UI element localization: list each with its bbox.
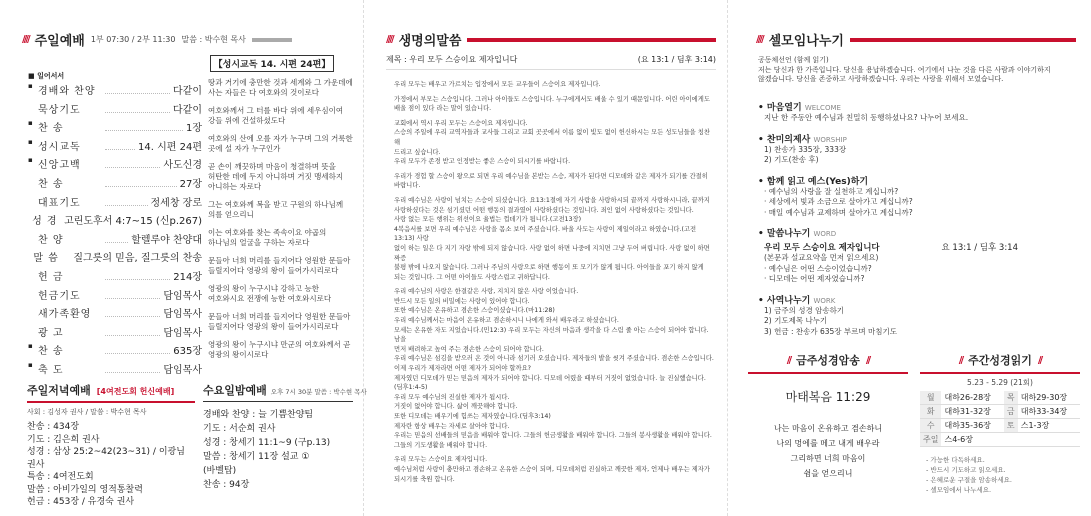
order-leader [105, 119, 183, 131]
order-label: 광 고 [38, 327, 64, 339]
order-value: 질그릇의 믿음, 질그릇의 찬송 [73, 253, 202, 265]
preacher: 말씀 : 박수현 목사 [181, 35, 246, 44]
verse-line: 강들 위에 건설하셨도다 [208, 116, 286, 125]
reading-passage: 대하29-30장 [1018, 391, 1080, 405]
cell-block-title [758, 293, 1078, 306]
order-value: 정세창 장로 [150, 197, 202, 209]
reading-note: - 가능한 다독하세요. [926, 456, 985, 464]
sermon-paragraph [394, 287, 714, 450]
cell-block-heading: • 찬미의제사 [758, 134, 811, 145]
cell-block-title [758, 226, 1078, 239]
order-value: 담임목사 [163, 309, 202, 321]
order-label: 찬 송 [38, 123, 64, 135]
order-bullet: ▪ [28, 119, 33, 128]
cell-block-heading: • 말씀나누기 [758, 229, 811, 239]
verse-line: 문들아 너희 머리를 들지어다 영원한 문들아 [208, 312, 351, 321]
order-leader [105, 175, 177, 187]
order-leader [105, 82, 170, 94]
cell-line: 3) 헌금 : 찬송가 635장 부르며 마침기도 [764, 326, 898, 336]
bible-reading-box: // 주간성경읽기 // 5.23 - 5.29 (21회) 월 대하26-28장 목 대하29-30장 화 대하31-32장 금 대하33-34장 수 대하35-36장 토 스1-3장 주일 스4-6장 - 가능한 다독하세요. - 반드시 기도하고 읽으세요. - 은혜로운 구절을 암송하세요. - 셀모임에서 나누세요. [920, 352, 1080, 495]
cell-block-word [758, 226, 1078, 285]
word-ref: 요 13:1 / 딤후 3:14 [941, 243, 1018, 253]
order-leader [105, 194, 148, 206]
sermon-paragraph [394, 455, 714, 484]
order-value: 다같이 [173, 86, 202, 97]
order-label: 묵상기도 [38, 104, 81, 116]
sermon-paragraph [394, 172, 714, 191]
order-bullet: ▪ [28, 342, 33, 351]
sermon-line: 제자란 항상 배우는 자세로 살아야 합니다. [394, 422, 510, 430]
order-row [28, 249, 202, 264]
order-row [28, 101, 202, 116]
evening-title: 주일저녁예배 [27, 384, 91, 397]
cell-block-heading: • 사역나누기 [758, 295, 811, 306]
wednesday-line: 경배와 찬양 : 늘 기쁨찬양팀 [203, 410, 314, 420]
cell-word-main [758, 241, 1078, 253]
reading-note: - 셀모임에서 나누세요. [926, 486, 992, 494]
verse-line: 문들아 너희 머리를 들지어다 영원한 문들아 [208, 256, 351, 265]
order-row [28, 361, 202, 376]
cell-block-sub: WORSHIP [813, 135, 847, 144]
sermon-line: 모세는 온유한 자도 지었습니다.(민12:3) 우리 모두는 자신의 마음과 생각을 다 스림 줄 아는 스승이 되어야 합니다. 남을 [394, 326, 709, 344]
sermon-line: 우리 예수님은 섬김을 받으러 온 것이 아니라 섬기러 오셨습니다. 제자들의 발을 씻겨 주셨습니다. 겸손한 스승입니다. [394, 355, 714, 363]
order-row [28, 231, 202, 246]
sermon-line: 반드시 모든 일의 비밀에는 사랑이 있어야 합니다. [394, 297, 530, 305]
order-value: 할렐루야 찬양대 [131, 234, 202, 246]
order-bullet [28, 101, 38, 116]
verse-line: 곧 손이 깨끗하며 마음이 청결하며 뜻을 [208, 162, 336, 171]
verse-line: 이는 여호와를 찾는 족속이요 야곱의 [208, 228, 327, 237]
sermon-header: //// 생명의말씀 [386, 30, 716, 49]
order-label: 찬 양 [38, 234, 64, 246]
order-bullet [28, 324, 38, 339]
reading-day: 금 [1004, 405, 1018, 419]
verse-line: 사는 자들은 다 여호와의 것이로다 [208, 88, 319, 97]
sermon-line: 바랍니다. [394, 182, 421, 190]
sermon-line: 사랑하셨다는 것은 섬기셨던 어떤 행동의 결과였어 사랑하셨다는 것입니다. 죄인 없이 사랑하셨다는 것입니다. [394, 206, 694, 214]
order-label: 축 도 [38, 365, 64, 376]
worship-times: 1부 07:30 / 2부 11:30 [90, 35, 176, 44]
verse-line: 여호와시요 전쟁에 능한 여호와시로다 [208, 294, 332, 303]
verse-line: 들릴지어다 영광의 왕이 들어가시리로다 [208, 322, 339, 331]
evening-line: 기도 : 김은희 권사 [27, 434, 100, 445]
sermon-line: 우리 예수님의 사랑은 한결같은 사랑, 지치지 않은 사랑 이었습니다. [394, 288, 579, 296]
order-bullet [28, 194, 38, 209]
cell-line: · 매일 예수님과 교제하며 살아가고 계십니까? [764, 207, 913, 217]
order-row [28, 305, 202, 320]
reading-passage: 대하31-32장 [941, 405, 1003, 419]
reading-note: - 반드시 기도하고 읽으세요. [926, 466, 1006, 474]
sermon-line: 교회에서 역시 우리 모두는 스승이요 제자입니다. [394, 119, 528, 127]
cell-line: 2) 기도제목 나누기 [764, 316, 828, 325]
verse-line: 허탄한 데에 두지 아니하며 거짓 맹세하지 [208, 172, 344, 181]
order-bullet [28, 231, 38, 246]
verse-line: 그는 여호와께 복을 받고 구원의 하나님께 [208, 200, 344, 209]
order-row [28, 156, 202, 171]
verse-line: 곳에 설 자가 누구인가 [208, 144, 281, 153]
order-leader [105, 287, 160, 299]
reading-row [920, 405, 1080, 419]
order-leader [105, 156, 160, 168]
section-title: 셀모임나누기 [768, 34, 844, 49]
sermon-line: 우리 모두가 존경 받고 인정받는 좋은 스승이 되시기를 바랍니다. [394, 158, 571, 166]
evening-line: 성경 : 삼상 25:2~42(23~31) / 이광님 권사 [27, 447, 185, 470]
order-bullet [28, 287, 38, 302]
wednesday-line: 말씀 : 창세기 11장 설교 ① [203, 452, 310, 462]
verse-line: 들릴지어다 영광의 왕이 들어가시리로다 [208, 266, 339, 275]
wednesday-line: 성경 : 창세기 11:1~9 (구p.13) [203, 438, 331, 448]
wednesday-meta: 오후 7시 30분 말씀 : 박수현 목사 [270, 388, 367, 396]
cell-block-work [758, 293, 1078, 338]
sermon-line: 또한 디모데는 배우기에 힘쓰는 제자였습니다.(딤후3:14) [394, 413, 551, 420]
memory-text [748, 421, 908, 481]
order-label: 찬 송 [38, 179, 64, 190]
wednesday-worship [203, 382, 367, 492]
order-label: 헌금기도 [38, 290, 81, 302]
order-bullet: ▪ [28, 137, 33, 146]
order-label: 헌 금 [38, 272, 64, 283]
sermon-paragraph [394, 95, 714, 114]
cell-block-welcome [758, 100, 1078, 124]
community-declaration [758, 56, 1051, 85]
column-cell-group [728, 0, 1091, 516]
declaration-line: 저는 당신과 한 가족입니다. 당신을 용납하겠습니다. 여기에서 나눈 것을 다른 사람과 이야기하지 [758, 65, 1051, 74]
cell-line: 1) 찬송가 335장, 333장 [764, 144, 847, 154]
cell-block-title [758, 100, 1078, 113]
reading-passage: 대하26-28장 [941, 391, 1003, 405]
order-leader [105, 231, 128, 243]
order-row [28, 268, 202, 283]
sermon-line: 되는 것입니다. 그 어떤 아이들도 사랑스럽고 귀하답니다. [394, 273, 550, 281]
order-value: 사도신경 [163, 160, 202, 172]
order-leader [105, 324, 160, 336]
sermon-line: 거짓이 없어야 합니다. 삶이 깨끗해야 합니다. [394, 403, 518, 411]
reading-note: - 은혜로운 구절을 암송하세요. [926, 476, 1012, 484]
memory-line: 쉼을 얻으리니 [803, 469, 853, 478]
sermon-line: 스승의 주일에 우리 교역자들과 교사들 그리고 교회 곳곳에서 이름 없이 빛도 없이 헌신하시는 모든 성도님들을 칭찬해 [394, 129, 710, 146]
order-label: 찬 송 [38, 346, 64, 358]
verse-line: 하나님의 얼굴을 구하는 자로다 [208, 238, 310, 247]
order-bullet: ▪ [28, 156, 33, 165]
order-leader [105, 361, 160, 373]
sermon-paragraph [394, 196, 714, 282]
order-bullet [28, 305, 38, 320]
order-bullet: ▪ [28, 82, 33, 90]
reading-day: 목 [1004, 391, 1018, 405]
reading-passage: 대하33-34장 [1018, 405, 1080, 419]
verse-line: 여호와의 산에 오를 자가 누구며 그의 거룩한 [208, 134, 353, 143]
order-leader [105, 305, 160, 317]
evening-line: 찬송 : 434장 [27, 422, 80, 432]
order-value: 14. 시편 24편 [138, 141, 202, 153]
verse-line: 영광의 왕이시로다 [208, 350, 269, 359]
evening-line: 특송 : 4여전도회 [27, 472, 94, 482]
order-row [28, 324, 202, 339]
order-value: 담임목사 [163, 327, 202, 339]
reading-day: 수 [920, 419, 941, 433]
sermon-line: 또한 예수님은 온유하고 겸손한 스승이셨습니다.(마11:28) [394, 307, 555, 315]
order-leader [105, 268, 170, 280]
order-leader [105, 101, 170, 113]
order-label: 성시교독 [38, 141, 81, 153]
memory-reference: 마태복음 11:29 [785, 390, 871, 404]
sermon-line: 불평 밖에 나오지 않습니다. 그러나 주님의 사랑으로 하면 행동이 또 모기가 않게 됩니다. 아이들을 포기 하지 않게 [394, 264, 704, 272]
order-row [28, 82, 202, 97]
sermon-line: 사랑 없는 모든 행위는 위선이요 율법는 껍데기가 됩니다.(고전13장) [394, 216, 582, 224]
column-sermon [364, 0, 728, 516]
cell-block-sub: WELCOME [804, 104, 841, 112]
reading-notes [920, 455, 1080, 495]
reading-day: 화 [920, 405, 941, 419]
verse-line: 영광의 왕이 누구시냐 만군의 여호와께서 곧 [208, 340, 351, 349]
cell-block-title [758, 174, 1078, 187]
order-bullet [28, 268, 38, 283]
declaration-line: 않겠습니다. 당신을 존중하고 사랑하겠습니다. 우리는 사랑을 위해서 모였습니다. [758, 75, 1004, 83]
cell-block-title [758, 132, 1078, 145]
reading-row [920, 433, 1080, 447]
sermon-title: 제목 : 우리 모두 스승이요 제자입니다 [386, 55, 518, 64]
sermon-line: 되시기를 축원 합니다. [394, 475, 455, 483]
sermon-line: 먼저 배려하고 높여 주는 겸손한 스승이 되어야 합니다. [394, 345, 544, 353]
cell-header: //// 셀모임나누기 [756, 30, 1076, 49]
order-label: 새가족환영 [38, 309, 92, 321]
cell-line: (본문과 설교요약을 먼저 읽으세요) [764, 253, 879, 262]
sermon-line: 이제 우리가 제자라면 어떤 제자가 되어야 할까요? [394, 365, 532, 373]
reading-passage: 스4-6장 [941, 433, 1003, 447]
order-value: 214장 [173, 272, 202, 283]
order-label: 말 씀 [33, 253, 59, 265]
evening-order [27, 421, 195, 509]
sermon-line: 우리가 경험 할 스승이 왕으로 되면 우리 예수님을 본받는 스승, 제자가 된다면 디모데와 같은 제자가 되기를 간절히 [394, 172, 708, 180]
evening-tag: [4여전도회 헌신예배] [96, 387, 175, 396]
cell-block-worship [758, 132, 1078, 166]
memory-line: 그리하면 너희 마음이 [790, 454, 866, 463]
order-value: 27장 [179, 179, 202, 190]
column-worship-order [0, 0, 367, 516]
order-row [28, 119, 202, 134]
cell-sections [758, 100, 1078, 345]
order-value: 다같이 [173, 104, 202, 116]
sermon-line: 우리는 믿음의 선배들의 믿음을 배워야 합니다. 그들의 헌금생활을 배워야 합니다. 그들의 봉사생활을 배워야 합니다. [394, 432, 712, 440]
order-leader [105, 342, 170, 354]
reading-range: 5.23 - 5.29 (21회) [967, 378, 1033, 387]
cell-block-heading: • 마음열기 [758, 103, 802, 113]
order-bullet [28, 175, 38, 190]
order-row [28, 138, 202, 153]
verse-line: 의를 얻으리니 [208, 210, 254, 219]
order-value: 1장 [185, 123, 202, 135]
order-label: 성 경 [32, 216, 58, 228]
cell-block-sub: WORD [813, 230, 837, 238]
wednesday-order [203, 408, 353, 492]
rise-note: ■ 일어서서 [28, 72, 65, 80]
sermon-paragraph [394, 80, 714, 90]
word-title: 우리 모두 스승이요 제자입니다 [764, 243, 880, 253]
memory-line: 나는 마음이 온유하고 겸손하니 [773, 424, 883, 433]
reading-row [920, 391, 1080, 405]
sermon-line: 예수님처럼 사랑이 충만하고 겸손하고 온유한 스승이 되며, 디모데처럼 진실하고 깨끗한 제자, 언제나 배우는 제자가 [394, 465, 710, 473]
section-title: 생명의말씀 [398, 34, 462, 49]
sermon-title-bar [386, 54, 716, 70]
sermon-paragraph [394, 119, 714, 167]
reading-table [920, 391, 1080, 447]
cell-line: 2) 기도(찬송 후) [764, 155, 819, 164]
sermon-body [394, 80, 714, 489]
reading-row [920, 419, 1080, 433]
cell-line: 1) 금주의 성경 암송하기 [764, 305, 845, 315]
declaration-line: 공동체선언 (함께 읽기) [758, 56, 829, 64]
sermon-line: 4복음서를 보면 우리 예수님은 사랑을 몸소 보여 주셨습니다. 바울 사도는 사랑이 제일이라고 하였습니다.(고전13:13) 사랑 [394, 225, 697, 243]
responsive-reading-box: 【성시교독 14. 시편 24편】 [210, 55, 334, 72]
sermon-line: 드리고 싶습니다. [394, 148, 441, 156]
memory-verse-box: // 금주성경암송 // 마태복음 11:29 나는 마음이 온유하고 겸손하니 나의 멍에를 메고 내게 배우라 그리하면 너희 마음이 쉼을 얻으리니 [748, 352, 908, 481]
cell-block-heading: • 함께 읽고 예스(Yes)하기 [758, 176, 869, 187]
sermon-line: 제자였던 디모데가 믿는 믿음의 제자가 되어야 합니다. 디모데 어렸을 때부터 거짓이 없었습니다. 늘 진실했습니다.(딤후1:4-5) [394, 374, 706, 392]
memory-title: 금주성경암송 [796, 354, 860, 367]
verse-line: 땅과 거기에 충만한 것과 세계와 그 가운데에 [208, 78, 353, 87]
sunday-worship-header: //// 주일예배 1부 07:30 / 2부 11:30 말씀 : 박수현 목사 [22, 30, 292, 49]
sermon-reference: (요 13:1 / 딤후 3:14) [637, 55, 716, 64]
order-leader [105, 138, 135, 150]
wednesday-line: 찬송 : 94장 [203, 480, 250, 490]
order-row [28, 287, 202, 302]
order-value: 고린도후서 4:7~15 (신p.267) [64, 216, 202, 228]
order-row [28, 212, 202, 227]
sermon-line: 없이 하는 일은 다 지기 자랑 밖에 되지 않습니다. 사랑 없이 하면 나중에 지치면 그냥 두어 버립니다. 사랑 없이 하면 짜증 [394, 244, 710, 262]
verse-line: 영광의 왕이 누구시냐 강하고 능한 [208, 284, 319, 293]
wednesday-line: 기도 : 서순희 권사 [203, 424, 276, 434]
sermon-line: 우리 예수님께서는 마음이 온유하고 겸손하시니 나에게 와서 배우라고 하셨습니다. [394, 317, 619, 325]
sermon-line: 가정에서 부모는 스승입니다. 그러나 아이들도 스승입니다. 누구에게서도 배울 수 있기 때문입니다. 어린 아이에게도 [394, 95, 710, 103]
order-value: 635장 [173, 346, 202, 358]
reading-day: 주일 [920, 433, 941, 447]
order-row [28, 175, 202, 190]
order-value: 담임목사 [163, 290, 202, 302]
evening-meta: 사회 : 김성자 권사 / 말씀 : 박수현 목사 [27, 408, 147, 416]
section-title: 주일예배 [34, 34, 85, 49]
cell-line: · 세상에서 빛과 소금으로 살아가고 계십니까? [764, 197, 913, 206]
reading-empty [1004, 433, 1080, 447]
verse-line: 아니하는 자로다 [208, 182, 262, 191]
reading-title: 주간성경읽기 [968, 354, 1032, 367]
cell-line: · 예수님의 사랑을 잘 실천하고 계십니까? [764, 186, 899, 196]
memory-line: 나의 멍에를 메고 내게 배우라 [776, 439, 880, 448]
order-label: 경배와 찬양 [38, 86, 96, 97]
order-bullet: ▪ [28, 361, 33, 369]
sermon-line: 우리 모두는 스승이요 제자입니다. [394, 456, 488, 464]
order-label: 신앙고백 [38, 160, 81, 172]
evening-line: 말씀 : 아비가일의 영적통찰력 [27, 484, 143, 495]
evening-line: 헌금 : 453장 / 유경숙 권사 [27, 497, 135, 507]
order-row [28, 342, 202, 357]
cell-line: · 디모데는 어떤 제자였습니까? [764, 274, 865, 283]
reading-passage: 대하35-36장 [941, 419, 1003, 433]
sermon-line: 배울 점이 있다 라는 말이 있습니다. [394, 105, 492, 113]
cell-line: · 예수님은 어떤 스승이었습니까? [764, 263, 872, 273]
order-value: 담임목사 [163, 365, 202, 376]
cell-block-song [758, 174, 1078, 219]
reading-day: 토 [1004, 419, 1018, 433]
reading-passage: 스1-3장 [1018, 419, 1080, 433]
wednesday-line: (바벨탑) [203, 466, 237, 476]
sermon-line: 우리 모두 예수님의 진실한 제자가 됩시다. [394, 393, 510, 401]
sermon-line: 그들의 기도생활을 배워야 합니다. [394, 441, 488, 449]
cell-block-sub: WORK [813, 296, 836, 305]
order-label: 대표기도 [38, 197, 81, 209]
sermon-line: 우리 예수님은 사랑이 넘치는 스승이 되셨습니다. 요13:1절에 자기 사람을 사랑하시되 끝까지 사랑하시니라, 끝까지 [394, 196, 710, 204]
order-row [28, 194, 202, 209]
wednesday-title: 수요일밤예배 [203, 384, 267, 397]
sermon-line: 우리 모두는 배우고 가르치는 입장에서 모든 교우들이 스승이요 제자입니다. [394, 81, 601, 88]
verse-line: 여호와께서 그 터를 바다 위에 세우심이여 [208, 106, 344, 115]
reading-day: 월 [920, 391, 941, 405]
cell-line: 지난 한 주동안 예수님과 친밀히 동행하셨나요? 나누어 보세요. [764, 113, 969, 122]
evening-worship [27, 382, 195, 509]
